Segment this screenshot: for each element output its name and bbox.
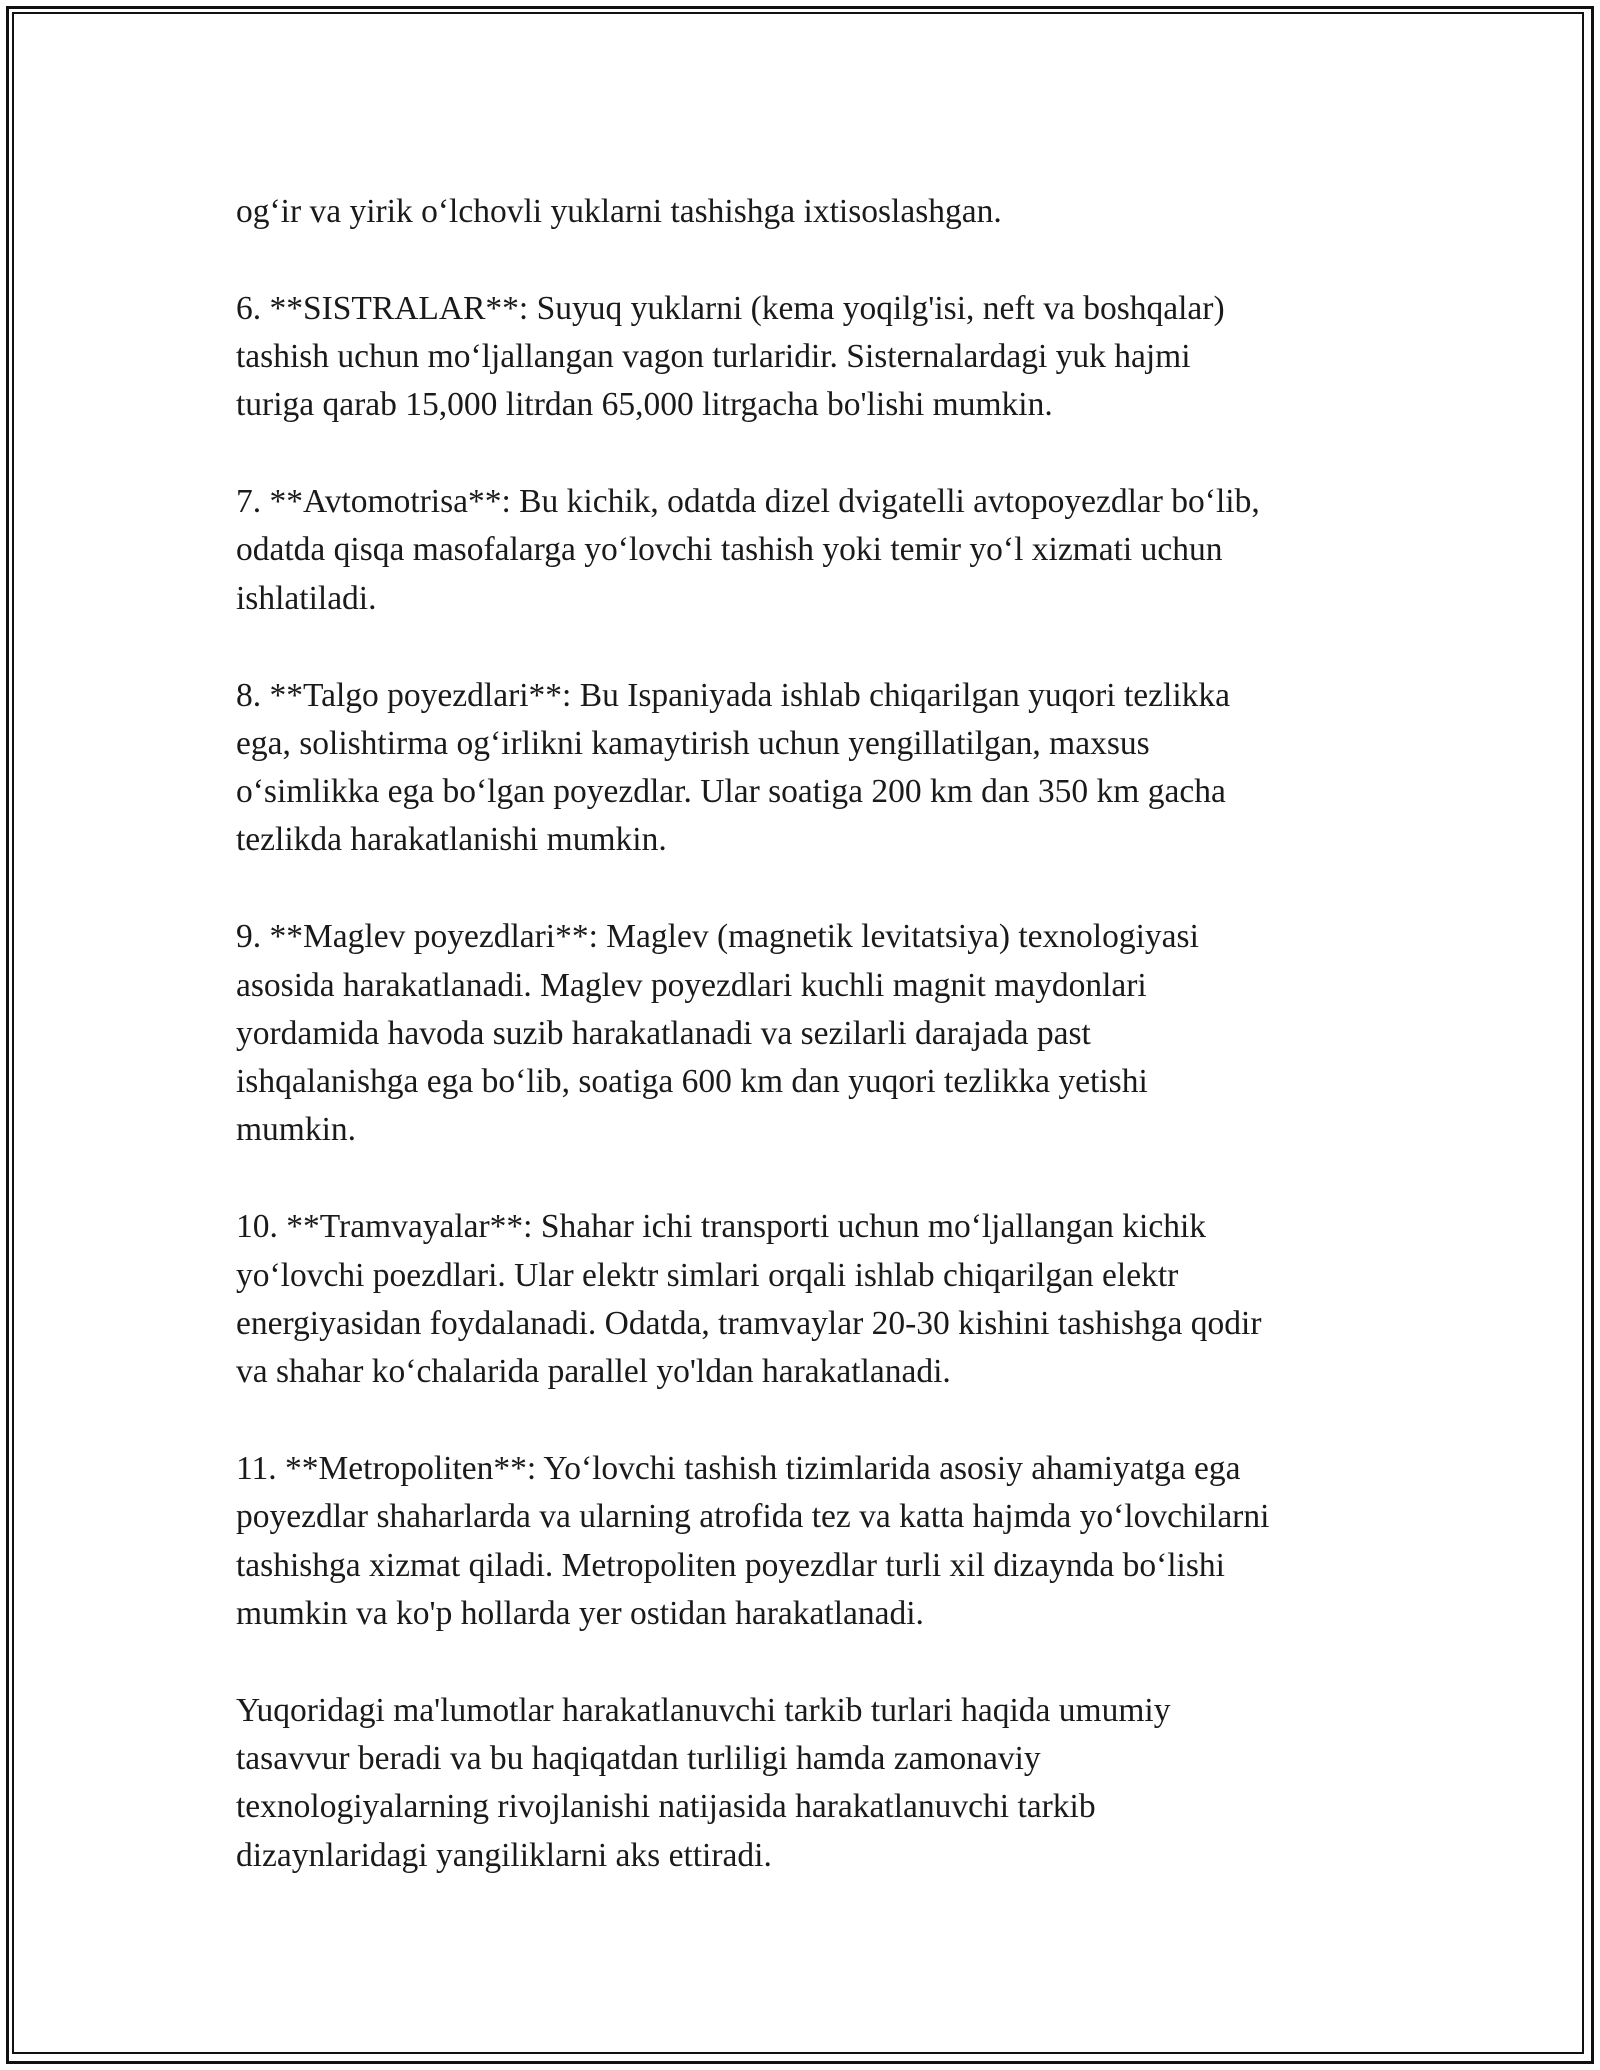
text-line: mumkin. (236, 1111, 357, 1149)
text-line: 11. **Metropoliten**: Yo‘lovchi tashish tizimlarida asosiy ahamiyatga ega (236, 1449, 1241, 1487)
text-line: energiyasidan foydalanadi. Odatda, tramvaylar 20-30 kishini tashishga qodir (236, 1304, 1262, 1342)
text-line: tashish uchun mo‘ljallangan vagon turlaridir. Sisternalardagi yuk hajmi (236, 338, 1191, 376)
text-line: texnologiyalarning rivojlanishi natijasida harakatlanuvchi tarkib (236, 1788, 1096, 1826)
document-body (236, 188, 1386, 1928)
paragraph-conclusion (236, 1687, 1386, 1880)
paragraph-item-6-sistralar (236, 285, 1386, 430)
paragraph-item-9-maglev (236, 913, 1386, 1154)
text-line: ega, solishtirma og‘irlikni kamaytirish uchun yengillatilgan, maxsus (236, 724, 1150, 762)
paragraph-item-8-talgo (236, 672, 1386, 865)
text-line: 9. **Maglev poyezdlari**: Maglev (magnetik levitatsiya) texnologiyasi (236, 918, 1199, 956)
text-line: tasavvur beradi va bu haqiqatdan turliligi hamda zamonaviy (236, 1739, 1041, 1777)
text-line: Yuqoridagi ma'lumotlar harakatlanuvchi tarkib turlari haqida umumiy (236, 1691, 1171, 1729)
text-line: og‘ir va yirik o‘lchovli yuklarni tashishga ixtisoslashgan. (236, 193, 1002, 230)
text-line: va shahar ko‘chalarida parallel yo'ldan harakatlanadi. (236, 1353, 951, 1391)
paragraph-item-11-metropoliten (236, 1445, 1386, 1638)
text-line: poyezdlar shaharlarda va ularning atrofida tez va katta hajmda yo‘lovchilarni (236, 1498, 1270, 1536)
text-line: 10. **Tramvayalar**: Shahar ichi transporti uchun mo‘ljallangan kichik (236, 1208, 1207, 1246)
text-line: 7. **Avtomotrisa**: Bu kichik, odatda dizel dvigatelli avtopoyezdlar bo‘lib, (236, 483, 1260, 521)
text-line: turiga qarab 15,000 litrdan 65,000 litrgacha bo'lishi mumkin. (236, 386, 1053, 424)
paragraph-item-7-avtomotrisa (236, 478, 1386, 623)
text-line: mumkin va ko'p hollarda yer ostidan harakatlanadi. (236, 1594, 924, 1632)
text-line: o‘simlikka ega bo‘lgan poyezdlar. Ular soatiga 200 km dan 350 km gacha (236, 773, 1226, 811)
text-line: ishqalanishga ega bo‘lib, soatiga 600 km dan yuqori tezlikka yetishi (236, 1063, 1148, 1101)
text-line: tashishga xizmat qiladi. Metropoliten poyezdlar turli xil dizaynda bo‘lishi (236, 1546, 1225, 1584)
text-line: 8. **Talgo poyezdlari**: Bu Ispaniyada ishlab chiqarilgan yuqori tezlikka (236, 676, 1231, 714)
text-line: 6. **SISTRALAR**: Suyuq yuklarni (kema yoqilg'isi, neft va boshqalar) (236, 289, 1225, 327)
text-line: tezlikda harakatlanishi mumkin. (236, 821, 667, 859)
paragraph-item-10-tramvayalar (236, 1203, 1386, 1396)
text-line: asosida harakatlanadi. Maglev poyezdlari kuchli magnit maydonlari (236, 966, 1147, 1004)
text-line: dizaynlaridagi yangiliklarni aks ettiradi. (236, 1836, 772, 1874)
text-line: ishlatiladi. (236, 579, 377, 617)
paragraph-continuation (236, 188, 1386, 236)
text-line: odatda qisqa masofalarga yo‘lovchi tashish yoki temir yo‘l xizmati uchun (236, 531, 1223, 569)
text-line: yordamida havoda suzib harakatlanadi va sezilarli darajada past (236, 1014, 1091, 1052)
text-line: yo‘lovchi poezdlari. Ular elektr simlari orqali ishlab chiqarilgan elektr (236, 1256, 1179, 1294)
